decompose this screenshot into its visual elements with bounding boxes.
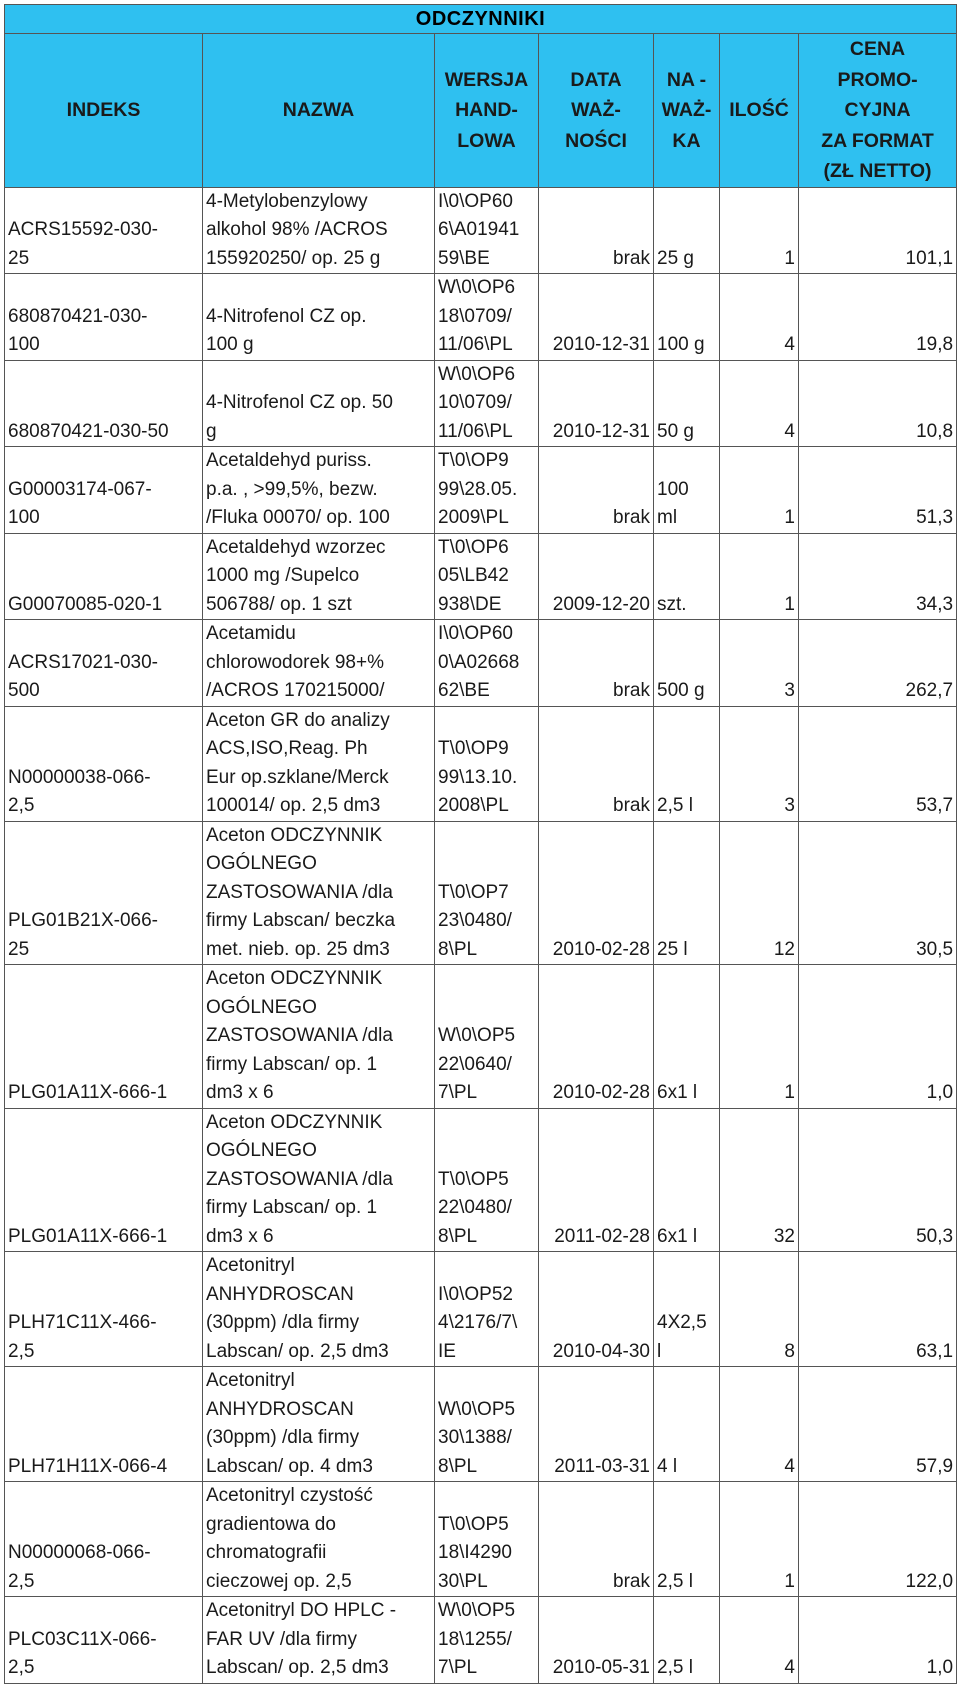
cell-wersja: I\0\OP60 0\A02668 62\BE — [435, 620, 539, 707]
cell-cena: 122,0 — [799, 1482, 957, 1597]
cell-data: 2010-12-31 — [539, 360, 654, 447]
cell-indeks: G00003174-067- 100 — [5, 447, 203, 534]
cell-ilosc: 4 — [720, 1597, 799, 1684]
header-ilosc: ILOŚĆ — [720, 34, 799, 188]
cell-data: 2010-02-28 — [539, 965, 654, 1109]
cell-wersja: T\0\OP5 22\0480/ 8\PL — [435, 1108, 539, 1252]
header-wersja: WERSJA HAND- LOWA — [435, 34, 539, 188]
cell-ilosc: 4 — [720, 274, 799, 361]
cell-data: 2010-02-28 — [539, 821, 654, 965]
cell-data: 2010-04-30 — [539, 1252, 654, 1367]
cell-nawazka: 6x1 l — [654, 965, 720, 1109]
table-row — [5, 965, 957, 1109]
cell-data: 2011-02-28 — [539, 1108, 654, 1252]
table-row — [5, 1482, 957, 1597]
cell-cena: 34,3 — [799, 533, 957, 620]
cell-wersja: W\0\OP5 18\1255/ 7\PL — [435, 1597, 539, 1684]
cell-wersja: T\0\OP9 99\28.05. 2009\PL — [435, 447, 539, 534]
cell-indeks: ACRS17021-030- 500 — [5, 620, 203, 707]
cell-wersja: W\0\OP5 22\0640/ 7\PL — [435, 965, 539, 1109]
cell-cena: 30,5 — [799, 821, 957, 965]
cell-data: 2011-03-31 — [539, 1367, 654, 1482]
table-row — [5, 1108, 957, 1252]
cell-nawazka: 25 g — [654, 187, 720, 274]
cell-nazwa: Acetaldehyd wzorzec 1000 mg /Supelco 506788/ op. 1 szt — [203, 533, 435, 620]
cell-cena: 10,8 — [799, 360, 957, 447]
cell-nazwa: Acetonitryl czystość gradientowa do chromatografii cieczowej op. 2,5 — [203, 1482, 435, 1597]
cell-wersja: T\0\OP6 05\LB42 938\DE — [435, 533, 539, 620]
table-row — [5, 447, 957, 534]
cell-cena: 50,3 — [799, 1108, 957, 1252]
cell-data: 2009-12-20 — [539, 533, 654, 620]
cell-nazwa: Acetaldehyd puriss. p.a. , >99,5%, bezw. /Fluka 00070/ op. 100 — [203, 447, 435, 534]
cell-indeks: PLC03C11X-066- 2,5 — [5, 1597, 203, 1684]
cell-nawazka: 2,5 l — [654, 1482, 720, 1597]
cell-indeks: N00000068-066- 2,5 — [5, 1482, 203, 1597]
cell-nawazka: 100 g — [654, 274, 720, 361]
cell-ilosc: 32 — [720, 1108, 799, 1252]
cell-nawazka: 100 ml — [654, 447, 720, 534]
table-row — [5, 620, 957, 707]
cell-nawazka: 6x1 l — [654, 1108, 720, 1252]
cell-wersja: I\0\OP52 4\2176/7\ IE — [435, 1252, 539, 1367]
cell-nawazka: 4X2,5 l — [654, 1252, 720, 1367]
header-nazwa: NAZWA — [203, 34, 435, 188]
cell-cena: 53,7 — [799, 706, 957, 821]
cell-ilosc: 3 — [720, 620, 799, 707]
cell-nazwa: Aceton ODCZYNNIK OGÓLNEGO ZASTOSOWANIA /dla firmy Labscan/ beczka met. nieb. op. 25 dm3 — [203, 821, 435, 965]
cell-indeks: ACRS15592-030- 25 — [5, 187, 203, 274]
table-row — [5, 274, 957, 361]
cell-ilosc: 1 — [720, 533, 799, 620]
cell-cena: 19,8 — [799, 274, 957, 361]
cell-indeks: PLH71H11X-066-4 — [5, 1367, 203, 1482]
header-row — [5, 34, 957, 188]
cell-data: brak — [539, 1482, 654, 1597]
table-row — [5, 821, 957, 965]
cell-indeks: PLG01A11X-666-1 — [5, 1108, 203, 1252]
cell-nawazka: 50 g — [654, 360, 720, 447]
cell-data: brak — [539, 620, 654, 707]
table-row — [5, 360, 957, 447]
cell-data: 2010-12-31 — [539, 274, 654, 361]
cell-wersja: W\0\OP6 18\0709/ 11/06\PL — [435, 274, 539, 361]
table-row — [5, 1597, 957, 1684]
header-indeks: INDEKS — [5, 34, 203, 188]
cell-ilosc: 1 — [720, 187, 799, 274]
cell-nazwa: Acetonitryl ANHYDROSCAN (30ppm) /dla firmy Labscan/ op. 2,5 dm3 — [203, 1252, 435, 1367]
cell-indeks: N00000038-066- 2,5 — [5, 706, 203, 821]
table-banner: ODCZYNNIKI — [5, 5, 957, 34]
cell-ilosc: 12 — [720, 821, 799, 965]
cell-wersja: T\0\OP9 99\13.10. 2008\PL — [435, 706, 539, 821]
cell-indeks: PLG01B21X-066- 25 — [5, 821, 203, 965]
cell-nawazka: szt. — [654, 533, 720, 620]
header-cena: CENA PROMO- CYJNA ZA FORMAT (ZŁ NETTO) — [799, 34, 957, 188]
cell-data: brak — [539, 706, 654, 821]
cell-nazwa: 4-Nitrofenol CZ op. 100 g — [203, 274, 435, 361]
table-row — [5, 1252, 957, 1367]
cell-cena: 63,1 — [799, 1252, 957, 1367]
reagent-price-table — [4, 4, 956, 1684]
cell-indeks: PLG01A11X-666-1 — [5, 965, 203, 1109]
cell-ilosc: 8 — [720, 1252, 799, 1367]
cell-nazwa: 4-Metylobenzylowy alkohol 98% /ACROS 155920250/ op. 25 g — [203, 187, 435, 274]
cell-wersja: T\0\OP5 18\I4290 30\PL — [435, 1482, 539, 1597]
cell-nazwa: Acetonitryl DO HPLC - FAR UV /dla firmy Labscan/ op. 2,5 dm3 — [203, 1597, 435, 1684]
cell-data: brak — [539, 187, 654, 274]
cell-nawazka: 25 l — [654, 821, 720, 965]
cell-indeks: 680870421-030-50 — [5, 360, 203, 447]
cell-cena: 1,0 — [799, 965, 957, 1109]
cell-nazwa: Aceton GR do analizy ACS,ISO,Reag. Ph Eur op.szklane/Merck 100014/ op. 2,5 dm3 — [203, 706, 435, 821]
cell-ilosc: 4 — [720, 1367, 799, 1482]
cell-data: 2010-05-31 — [539, 1597, 654, 1684]
cell-nawazka: 500 g — [654, 620, 720, 707]
cell-ilosc: 1 — [720, 1482, 799, 1597]
cell-indeks: 680870421-030- 100 — [5, 274, 203, 361]
table-row — [5, 706, 957, 821]
cell-ilosc: 4 — [720, 360, 799, 447]
cell-ilosc: 3 — [720, 706, 799, 821]
cell-nawazka: 4 l — [654, 1367, 720, 1482]
table-row — [5, 533, 957, 620]
cell-ilosc: 1 — [720, 965, 799, 1109]
cell-cena: 51,3 — [799, 447, 957, 534]
cell-nazwa: Acetonitryl ANHYDROSCAN (30ppm) /dla firmy Labscan/ op. 4 dm3 — [203, 1367, 435, 1482]
table-row — [5, 1367, 957, 1482]
cell-ilosc: 1 — [720, 447, 799, 534]
table — [4, 4, 957, 1684]
cell-data: brak — [539, 447, 654, 534]
cell-nazwa: Acetamidu chlorowodorek 98+% /ACROS 170215000/ — [203, 620, 435, 707]
cell-cena: 57,9 — [799, 1367, 957, 1482]
cell-nazwa: Aceton ODCZYNNIK OGÓLNEGO ZASTOSOWANIA /dla firmy Labscan/ op. 1 dm3 x 6 — [203, 1108, 435, 1252]
header-nawazka: NA - WAŻ- KA — [654, 34, 720, 188]
cell-wersja: W\0\OP5 30\1388/ 8\PL — [435, 1367, 539, 1482]
cell-nazwa: 4-Nitrofenol CZ op. 50 g — [203, 360, 435, 447]
cell-indeks: PLH71C11X-466- 2,5 — [5, 1252, 203, 1367]
cell-indeks: G00070085-020-1 — [5, 533, 203, 620]
cell-cena: 101,1 — [799, 187, 957, 274]
cell-nawazka: 2,5 l — [654, 1597, 720, 1684]
cell-cena: 1,0 — [799, 1597, 957, 1684]
cell-wersja: T\0\OP7 23\0480/ 8\PL — [435, 821, 539, 965]
header-data: DATA WAŻ- NOŚCI — [539, 34, 654, 188]
cell-cena: 262,7 — [799, 620, 957, 707]
table-body — [5, 187, 957, 1683]
table-row — [5, 187, 957, 274]
cell-wersja: W\0\OP6 10\0709/ 11/06\PL — [435, 360, 539, 447]
cell-wersja: I\0\OP60 6\A01941 59\BE — [435, 187, 539, 274]
cell-nawazka: 2,5 l — [654, 706, 720, 821]
cell-nazwa: Aceton ODCZYNNIK OGÓLNEGO ZASTOSOWANIA /dla firmy Labscan/ op. 1 dm3 x 6 — [203, 965, 435, 1109]
